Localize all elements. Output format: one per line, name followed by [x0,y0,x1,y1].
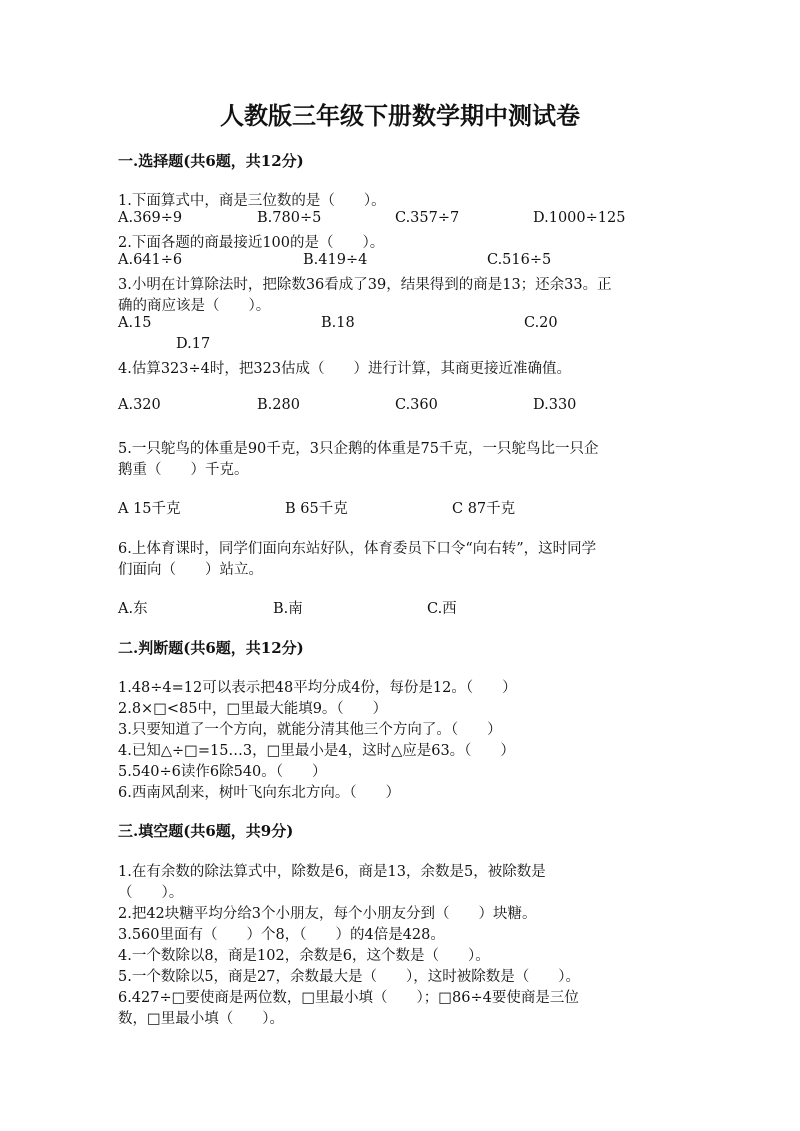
judge-item: 6.西南风刮来，树叶飞向东北方向。（ ） [118,785,401,801]
question-stem: 3.小明在计算除法时，把除数36看成了39，结果得到的商是13；还余33。正 [118,277,612,293]
option: C.20 [524,315,558,331]
option: B.南 [273,601,303,617]
question-stem: 确的商应该是（ ）。 [118,298,271,314]
option: A 15千克 [118,501,181,517]
section-heading-choice: 一.选择题(共6题，共12分) [118,152,304,170]
option: B.780÷5 [257,210,322,226]
option: B.280 [257,397,300,413]
section-heading-fill: 三.填空题(共6题，共9分) [118,822,294,840]
option: C.357÷7 [395,210,460,226]
option: B.419÷4 [303,252,368,268]
fill-item: 3.560里面有（ ）个8，（ ）的4倍是428。 [118,927,445,943]
option: A.320 [118,397,161,413]
judge-item: 4.已知△÷□=15…3，□里最小是4，这时△应是63。（ ） [118,743,515,759]
option: D.330 [533,397,577,413]
question-stem: 5.一只鸵鸟的体重是90千克，3只企鹅的体重是75千克，一只鸵鸟比一只企 [118,441,599,457]
fill-item: 1.在有余数的除法算式中，除数是6，商是13，余数是5，被除数是 [118,864,546,880]
question-stem: 鹅重（ ）千克。 [118,462,249,478]
fill-item: 数，□里最小填（ ）。 [118,1011,284,1027]
judge-item: 3.只要知道了一个方向，就能分清其他三个方向了。（ ） [118,722,502,738]
fill-item: 2.把42块糖平均分给3个小朋友，每个小朋友分到（ ）块糖。 [118,906,537,922]
option: C.516÷5 [487,252,552,268]
option: D.17 [176,336,211,352]
judge-item: 2.8×□<85中，□里最大能填9。（ ） [118,701,388,717]
judge-item: 1.48÷4=12可以表示把48平均分成4份，每份是12。（ ） [118,680,517,696]
question-stem: 4.估算323÷4时，把323估成（ ）进行计算，其商更接近准确值。 [118,361,572,377]
section-heading-judge: 二.判断题(共6题，共12分) [118,639,304,657]
fill-item: 4.一个数除以8，商是102，余数是6，这个数是（ ）。 [118,948,490,964]
option: D.1000÷125 [533,210,626,226]
page-title: 人教版三年级下册数学期中测试卷 [220,101,580,130]
judge-item: 5.540÷6读作6除540。（ ） [118,764,327,780]
option: B 65千克 [285,501,348,517]
option: C 87千克 [452,501,516,517]
question-stem: 6.上体育课时，同学们面向东站好队，体育委员下口令“向右转”，这时同学 [118,541,597,557]
option: A.东 [118,601,148,617]
option: C.西 [427,601,457,617]
option: A.369÷9 [118,210,183,226]
question-stem: 1.下面算式中，商是三位数的是（ ）。 [118,193,386,209]
fill-item: 6.427÷□要使商是两位数，□里最小填（ ）；□86÷4要使商是三位 [118,990,579,1006]
question-stem: 2.下面各题的商最接近100的是（ ）。 [118,235,385,251]
fill-item: 5.一个数除以5，商是27，余数最大是（ ），这时被除数是（ ）。 [118,969,581,985]
option: A.15 [118,315,152,331]
option: A.641÷6 [118,252,183,268]
fill-item: （ ）。 [118,885,184,901]
question-stem: 们面向（ ）站立。 [118,562,263,578]
option: C.360 [395,397,438,413]
option: B.18 [321,315,355,331]
